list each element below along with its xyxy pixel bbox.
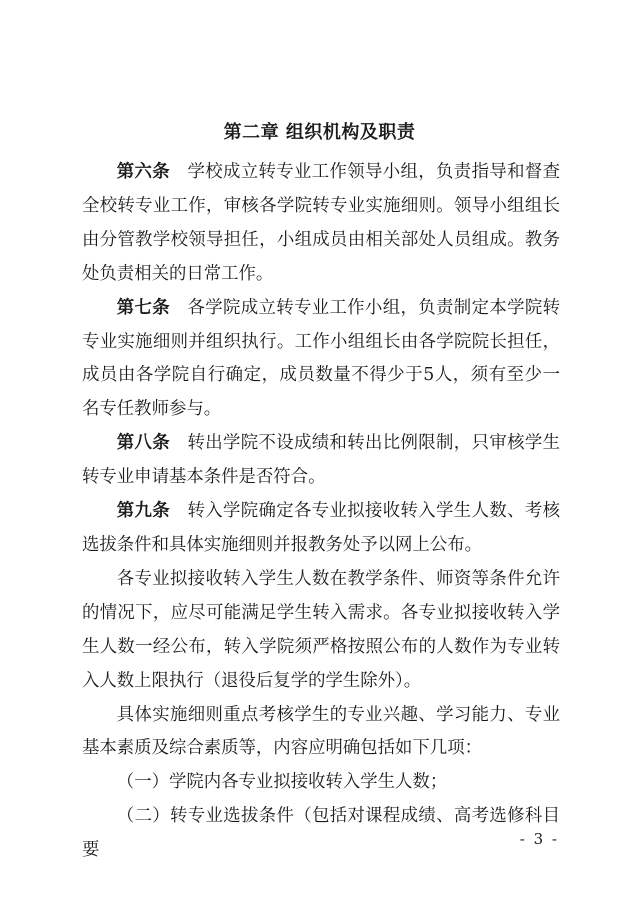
- article-nine-label: 第九条: [116, 501, 171, 522]
- document-body: [82, 156, 560, 868]
- article-six: [82, 156, 560, 292]
- article-six-label: 第六条: [116, 162, 171, 182]
- list-item-2: （二）转专业选拔条件（包括对课程成绩、高考选修科目要: [82, 806, 560, 861]
- article-six-text: 学校成立转专业工作领导小组，负责指导和督查全校转专业工作，审核各学院转专业实施细则。领导小组组长由分管教学校领导担任，小组成员由相关部处人员组成。教务处负责相关的日常工作。: [82, 162, 560, 284]
- list-item-1: （一）学院内各专业拟接收转入学生人数；: [116, 772, 448, 793]
- details-paragraph: 具体实施细则重点考核学生的专业兴趣、学习能力、专业基本素质及综合素质等，内容应明确包括如下几项：: [82, 704, 560, 759]
- article-nine-text: 转入学院确定各专业拟接收转入学生人数、考核选拔条件和具体实施细则并报教务处予以网上公布。: [82, 501, 560, 555]
- article-seven-text: 各学院成立转专业工作小组，负责制定本学院转专业实施细则并组织执行。工作小组组长由各学院院长担任，成员由各学院自行确定，成员数量不得少于5人，须有至少一名专任教师参与。: [82, 297, 560, 420]
- article-eight-text: 转出学院不设成绩和转出比例限制，只审核学生转专业申请基本条件是否符合。: [82, 433, 560, 488]
- quota-paragraph: 各专业拟接收转入学生人数在教学条件、师资等条件允许的情况下，应尽可能满足学生转入需求。各专业拟接收转入学生人数一经公布，转入学院须严格按照公布的人数作为专业转入人数上限执行（退役后复学的学生除外）。: [82, 568, 560, 691]
- article-seven: [82, 292, 560, 428]
- article-eight-label: 第八条: [116, 433, 171, 454]
- article-nine: [82, 495, 560, 563]
- chapter-title: 第二章 组织机构及职责: [223, 122, 416, 143]
- article-eight: [82, 427, 560, 495]
- article-seven-label: 第七条: [116, 297, 171, 318]
- page-number: - 3 -: [519, 830, 559, 848]
